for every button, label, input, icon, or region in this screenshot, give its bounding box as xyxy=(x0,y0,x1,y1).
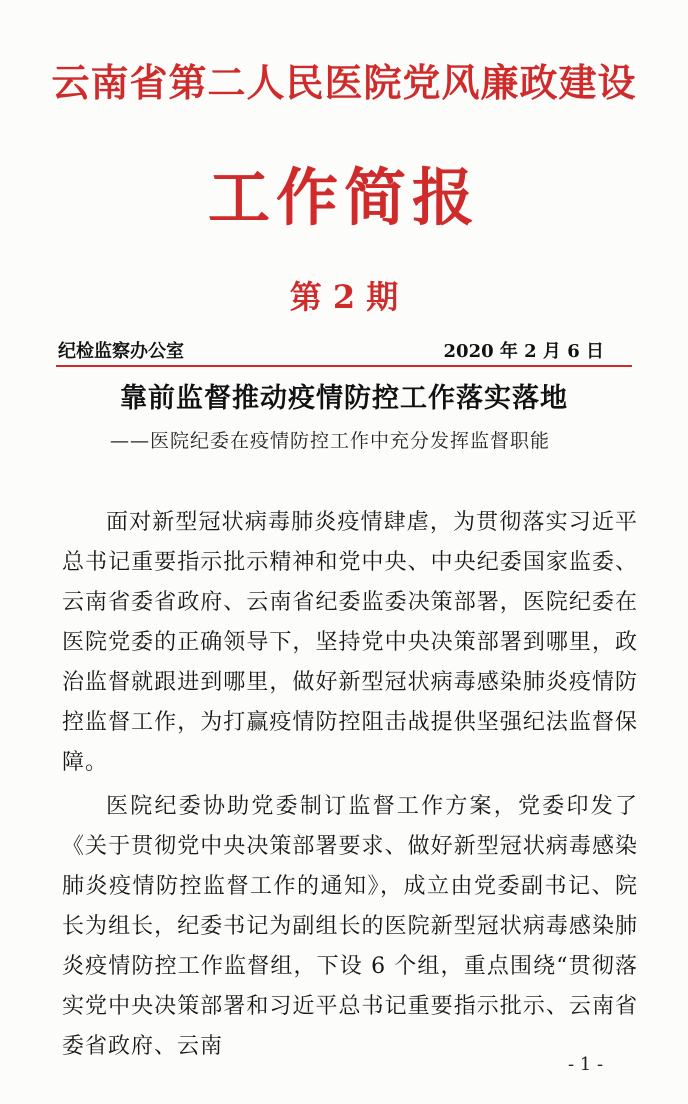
issuing-department: 纪检监察办公室 xyxy=(58,341,184,362)
masthead-title: 云南省第二人民医院党风廉政建设 xyxy=(51,60,637,105)
paragraph: 医院纪委协助党委制订监督工作方案，党委印发了《关于贯彻党中央决策部署要求、做好新型冠状病毒感染肺炎疫情防控监督工作的通知》，成立由党委副书记、院长为组长，纪委书记为副组长的医院新型冠状病毒感染肺炎疫情防控工作监督组，下设 6 个组，重点围绕“贯彻落实党中央决策部署和习近平总书记重要指示批示、云南省委省政府、云南 xyxy=(62,794,638,1059)
issue-number: 第 2 期 xyxy=(289,278,399,316)
page-number: - 1 - xyxy=(568,1054,604,1075)
paragraph: 面对新型冠状病毒肺炎疫情肆虐，为贯彻落实习近平总书记重要指示批示精神和党中央、中央纪委国家监委、云南省委省政府、云南省纪委监委决策部署，医院纪委在医院党委的正确领导下，坚持党中央决策部署到哪里，政治监督就跟进到哪里，做好新型冠状病毒感染肺炎疫情防控监督工作，为打赢疫情防控阻击战提供坚强纪法监督保障。 xyxy=(62,510,638,775)
article-subtitle: ——医院纪委在疫情防控工作中充分发挥监督职能 xyxy=(110,430,551,452)
masthead-subtitle: 工作简报 xyxy=(207,161,480,234)
article-title: 靠前监督推动疫情防控工作落实落地 xyxy=(120,383,568,414)
issue-date: 2020 年 2 月 6 日 xyxy=(443,341,604,362)
red-divider xyxy=(56,365,632,367)
article-body xyxy=(62,503,638,1071)
